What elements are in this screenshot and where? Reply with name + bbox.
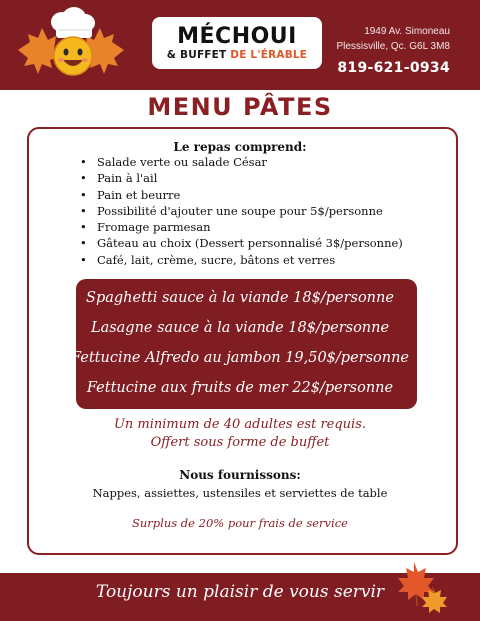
contact-info — [336, 24, 450, 76]
logo-sub-part1: & BUFFET — [166, 48, 231, 61]
price-item-fettucine-seafood: Fettucine aux fruits de mer 22$/personne — [86, 380, 394, 396]
address-line1: 1949 Av. Simoneau — [364, 26, 450, 37]
logo-sub-part2: DE L'ÉRABLE — [230, 48, 308, 61]
provide-text: Nappes, assiettes, ustensiles et serviettes de table — [92, 486, 388, 500]
chef-maple-leaf-mascot-icon — [12, 6, 130, 88]
list-item: • Fromage parmesan — [80, 219, 440, 235]
list-item: • Pain à l'ail — [80, 170, 440, 186]
price-item-fettucine-alfredo: Fettucine Alfredo au jambon 19,50$/personne — [70, 350, 410, 366]
price-item-spaghetti: Spaghetti sauce à la viande 18$/personne — [86, 290, 394, 306]
restaurant-logo — [152, 17, 322, 69]
page-title: MENU PÂTES — [147, 93, 333, 121]
footer-slogan: Toujours un plaisir de vous servir — [95, 582, 385, 602]
list-item: • Possibilité d'ajouter une soupe pour 5$/personne — [80, 203, 440, 219]
maple-leaves-icon — [384, 556, 450, 616]
logo-sub-text — [167, 49, 307, 62]
logo-main-text: MÉCHOUI — [177, 23, 297, 49]
list-item: • Pain et beurre — [80, 187, 440, 203]
price-item-lasagne: Lasagne sauce à la viande 18$/personne — [90, 320, 390, 336]
surcharge-note: Surplus de 20% pour frais de service — [132, 516, 348, 530]
minimum-note: Un minimum de 40 adultes est requis. — [113, 417, 367, 432]
includes-title: Le repas comprend: — [173, 140, 307, 154]
list-item: • Gâteau au choix (Dessert personnalisé 3$/personne) — [80, 235, 440, 251]
header-bar — [0, 0, 480, 90]
address-line2: Plessisville, Qc. G6L 3M8 — [336, 41, 450, 52]
list-item: • Café, lait, crème, sucre, bâtons et verres — [80, 252, 440, 268]
buffet-note: Offert sous forme de buffet — [150, 435, 330, 450]
list-item: • Salade verte ou salade César — [80, 154, 440, 170]
includes-list — [80, 154, 440, 268]
phone-number[interactable]: 819-621-0934 — [337, 60, 450, 76]
provide-title: Nous fournissons: — [179, 468, 301, 482]
